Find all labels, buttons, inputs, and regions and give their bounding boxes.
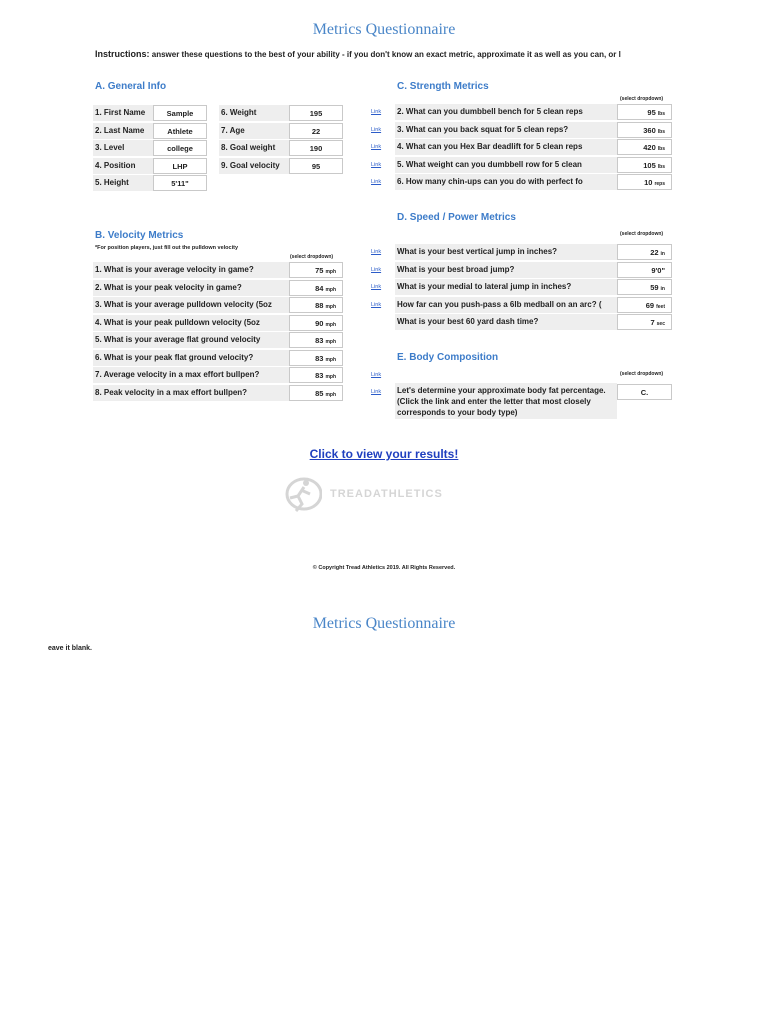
general-field-1-input[interactable] xyxy=(153,105,207,121)
velocity-row-6-input[interactable] xyxy=(289,350,343,366)
general-field-6 xyxy=(219,105,343,121)
strength-row-6-value: 10 xyxy=(644,178,653,187)
speed-row-1-unit: in xyxy=(660,251,665,257)
strength-row-6-unit: reps xyxy=(654,181,665,187)
velocity-row-1-input[interactable] xyxy=(289,262,343,278)
speed-row-4-value: 69 xyxy=(645,300,655,310)
strength-select-dropdown-hint: (select dropdown) xyxy=(620,96,664,102)
strength-row-4-value: 420 xyxy=(643,143,656,152)
speed-row-2-label: What is your best broad jump? xyxy=(395,262,617,278)
velocity-row-2-input[interactable] xyxy=(289,280,343,296)
velocity-link-3[interactable]: Link xyxy=(371,284,382,290)
speed-row-5-unit: sec xyxy=(656,321,665,327)
general-field-6-input[interactable] xyxy=(289,105,343,121)
velocity-row-7 xyxy=(93,367,343,383)
strength-row-2-value: 95 xyxy=(647,108,656,117)
velocity-link-4[interactable]: Link xyxy=(371,301,382,308)
body-composition-input[interactable]: C. xyxy=(617,384,672,400)
velocity-row-3-value: 88 xyxy=(315,301,324,310)
velocity-row-2 xyxy=(93,280,343,296)
general-field-2-input[interactable] xyxy=(153,123,207,139)
instructions-lead: Instructions: xyxy=(95,49,150,59)
speed-row-4 xyxy=(395,297,672,313)
general-field-6-label: 6. Weight xyxy=(219,105,289,121)
speed-row-2-input[interactable] xyxy=(617,262,672,278)
general-field-3-value: college xyxy=(167,144,193,153)
velocity-row-6-label: 6. What is your peak flat ground velocity? xyxy=(93,350,289,366)
general-field-3 xyxy=(93,140,207,156)
velocity-row-3-unit: mph xyxy=(325,304,336,310)
velocity-row-4-input[interactable] xyxy=(289,315,343,331)
speed-row-5-input[interactable] xyxy=(617,314,672,330)
general-link-7[interactable]: Link xyxy=(371,126,382,133)
velocity-row-5 xyxy=(93,332,343,348)
strength-metrics-title: C. Strength Metrics xyxy=(397,81,489,92)
strength-row-6-label: 6. How many chin-ups can you do with perfect fo xyxy=(395,174,617,190)
general-field-9-input[interactable] xyxy=(289,158,343,174)
general-link-6[interactable]: Link xyxy=(371,109,382,115)
general-field-8 xyxy=(219,140,343,156)
velocity-row-2-label: 2. What is your peak velocity in game? xyxy=(93,280,289,296)
general-field-4-label: 4. Position xyxy=(93,158,153,174)
speed-select-dropdown-hint: (select dropdown) xyxy=(620,231,664,237)
page-2-continuation-text: eave it blank. xyxy=(48,645,92,652)
general-field-2-label: 2. Last Name xyxy=(93,123,153,139)
general-field-2 xyxy=(93,123,207,139)
strength-row-2-label: 2. What can you dumbbell bench for 5 clean reps xyxy=(395,104,617,120)
body-select-dropdown-hint: (select dropdown) xyxy=(620,371,664,377)
general-field-9 xyxy=(219,158,343,174)
general-field-7-label: 7. Age xyxy=(219,123,289,139)
general-field-3-label: 3. Level xyxy=(93,140,153,156)
speed-row-1-value: 22 xyxy=(650,248,659,257)
runner-icon xyxy=(282,474,322,514)
speed-row-3-label: What is your medial to lateral jump in inches? xyxy=(395,279,617,295)
strength-row-2 xyxy=(395,104,672,120)
general-field-7 xyxy=(219,123,343,139)
general-link-strength-6[interactable]: Link xyxy=(371,179,382,185)
velocity-row-6 xyxy=(93,350,343,366)
general-info-title: A. General Info xyxy=(95,81,167,92)
strength-row-6 xyxy=(395,174,672,190)
speed-row-2-value: 9'0" xyxy=(651,265,665,275)
strength-row-5-label: 5. What weight can you dumbbell row for 5 clean xyxy=(395,157,617,173)
speed-row-1 xyxy=(395,244,672,260)
strength-row-5 xyxy=(395,157,672,173)
velocity-row-7-unit: mph xyxy=(325,374,336,380)
speed-row-2 xyxy=(395,262,672,278)
instructions-text: answer these questions to the best of your ability - if you don't know an exact metric, approximate it as well as you can, or l xyxy=(149,50,621,59)
speed-row-3-input[interactable] xyxy=(617,279,672,295)
strength-row-3-input[interactable] xyxy=(617,122,672,138)
velocity-note: *For position players, just fill out the pulldown velocity xyxy=(95,245,239,251)
velocity-row-3-label: 3. What is your average pulldown velocity (5oz xyxy=(93,297,289,313)
strength-row-6-input[interactable] xyxy=(617,174,672,190)
velocity-row-1-value: 75 xyxy=(315,266,324,275)
general-field-4-value: LHP xyxy=(172,161,188,171)
general-field-7-value: 22 xyxy=(311,126,321,136)
velocity-row-4-label: 4. What is your peak pulldown velocity (5oz xyxy=(93,315,289,331)
speed-row-3-unit: in xyxy=(660,286,665,292)
copyright: © Copyright Tread Athletics 2019. All Rights Reserved. xyxy=(312,565,456,571)
velocity-row-8-unit: mph xyxy=(325,391,336,398)
logo-text: TREADATHLETICS xyxy=(330,488,443,500)
instructions xyxy=(95,49,675,59)
general-field-9-value: 95 xyxy=(311,161,321,171)
strength-row-3 xyxy=(395,122,672,138)
velocity-row-1-unit: mph xyxy=(325,269,336,275)
strength-row-3-label: 3. What can you back squat for 5 clean reps? xyxy=(395,122,617,138)
general-field-6-value: 195 xyxy=(309,109,323,118)
velocity-row-3 xyxy=(93,297,343,313)
speed-row-5 xyxy=(395,314,672,330)
velocity-row-6-unit: mph xyxy=(325,356,336,363)
speed-row-1-input[interactable] xyxy=(617,244,672,260)
general-field-5-input[interactable] xyxy=(153,175,207,191)
strength-row-2-unit: lbs xyxy=(657,111,665,117)
velocity-row-4-unit: mph xyxy=(325,321,336,328)
strength-row-3-unit: lbs xyxy=(657,128,665,135)
view-results-link[interactable]: Click to view your results! xyxy=(309,447,459,461)
velocity-link-8[interactable]: Link xyxy=(371,371,382,378)
general-link-8[interactable]: Link xyxy=(371,144,382,150)
velocity-row-1 xyxy=(93,262,343,278)
strength-row-5-unit: lbs xyxy=(657,163,665,170)
general-field-9-label: 9. Goal velocity xyxy=(219,158,289,174)
velocity-row-1-label: 1. What is your average velocity in game? xyxy=(93,262,289,278)
strength-row-4-label: 4. What can you Hex Bar deadlift for 5 clean reps xyxy=(395,139,617,155)
general-field-1-label: 1. First Name xyxy=(93,105,153,121)
velocity-row-7-label: 7. Average velocity in a max effort bullpen? xyxy=(93,367,289,383)
strength-row-2-input[interactable] xyxy=(617,104,672,120)
body-composition-title: E. Body Composition xyxy=(397,352,499,363)
general-field-4 xyxy=(93,158,207,174)
speed-row-3 xyxy=(395,279,672,295)
speed-row-5-value: 7 xyxy=(650,318,655,327)
page-title: Metrics Questionnaire xyxy=(312,21,456,38)
strength-row-3-value: 360 xyxy=(643,125,656,135)
strength-row-5-input[interactable] xyxy=(617,157,672,173)
speed-row-4-label: How far can you push-pass a 6lb medball on an arc? ( xyxy=(395,297,617,313)
general-field-5-value: 5'11" xyxy=(171,179,189,188)
velocity-row-3-input[interactable] xyxy=(289,297,343,313)
velocity-select-dropdown-hint: (select dropdown) xyxy=(290,254,334,260)
speed-row-5-label: What is your best 60 yard dash time? xyxy=(395,314,617,330)
general-field-8-input[interactable] xyxy=(289,140,343,156)
strength-row-4 xyxy=(395,139,672,155)
velocity-row-4 xyxy=(93,315,343,331)
speed-row-1-label: What is your best vertical jump in inches? xyxy=(395,244,617,260)
velocity-row-5-label: 5. What is your average flat ground velocity xyxy=(93,332,289,348)
velocity-row-5-value: 83 xyxy=(315,336,324,345)
general-field-5 xyxy=(93,175,207,191)
general-field-8-value: 190 xyxy=(309,144,323,153)
velocity-row-5-input[interactable] xyxy=(289,332,343,348)
speed-power-metrics-title: D. Speed / Power Metrics xyxy=(397,212,516,223)
velocity-row-8-input[interactable] xyxy=(289,385,343,401)
velocity-row-2-unit: mph xyxy=(325,286,336,293)
speed-row-3-value: 59 xyxy=(650,283,659,292)
general-field-1 xyxy=(93,105,207,121)
velocity-row-8-value: 85 xyxy=(315,388,324,398)
velocity-row-7-value: 83 xyxy=(315,371,324,380)
velocity-row-6-value: 83 xyxy=(315,353,324,363)
strength-row-4-unit: lbs xyxy=(657,146,665,152)
strength-row-5-value: 105 xyxy=(643,160,656,170)
velocity-row-5-unit: mph xyxy=(325,339,336,345)
speed-row-4-input[interactable] xyxy=(617,297,672,313)
body-composition-question: Let's determine your approximate body fat percentage. (Click the link and enter the letter that most closely corresponds to your body type) xyxy=(395,383,617,419)
body-composition-link[interactable]: Link xyxy=(371,389,382,395)
velocity-metrics-title: B. Velocity Metrics xyxy=(95,230,184,241)
general-field-8-label: 8. Goal weight xyxy=(219,140,289,156)
general-link-9[interactable]: Link xyxy=(371,161,382,168)
velocity-row-7-input[interactable] xyxy=(289,367,343,383)
velocity-link-1[interactable]: Link xyxy=(371,249,382,255)
velocity-row-8-label: 8. Peak velocity in a max effort bullpen? xyxy=(93,385,289,401)
velocity-link-2[interactable]: Link xyxy=(371,266,382,273)
strength-row-4-input[interactable] xyxy=(617,139,672,155)
general-field-1-value: Sample xyxy=(166,109,194,118)
speed-row-4-unit: feet xyxy=(656,303,665,310)
general-field-7-input[interactable] xyxy=(289,123,343,139)
general-field-5-label: 5. Height xyxy=(93,175,153,191)
velocity-row-2-value: 84 xyxy=(315,283,324,293)
general-field-3-input[interactable] xyxy=(153,140,207,156)
velocity-row-4-value: 90 xyxy=(315,318,324,328)
general-field-2-value: Athlete xyxy=(167,126,193,136)
general-field-4-input[interactable] xyxy=(153,158,207,174)
page-2-title: Metrics Questionnaire xyxy=(312,615,456,632)
tread-athletics-logo xyxy=(282,474,462,514)
velocity-row-8 xyxy=(93,385,343,401)
